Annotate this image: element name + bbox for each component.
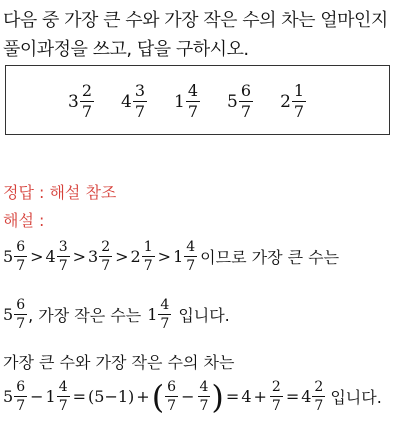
equals-sign: = [285,387,300,406]
gt-sign: > [72,247,87,266]
denominator: 7 [16,316,26,332]
denominator: 7 [16,398,26,414]
whole-part: 5 [3,305,14,324]
equals-sign: = [72,387,87,406]
fraction [186,83,200,120]
denominator: 7 [271,398,281,414]
mixed-number [121,83,148,120]
fraction [184,240,197,273]
gt-sign: > [157,247,172,266]
whole-part: 1 [174,91,185,112]
denominator: 7 [167,398,177,414]
fraction [312,380,325,413]
fraction [239,83,253,120]
fraction [57,380,70,413]
denominator: 7 [160,316,170,332]
numerator: 6 [16,297,26,313]
whole-part: 3 [68,91,79,112]
difference-equation [3,377,382,416]
whole-part: 1 [173,247,184,266]
fraction [198,380,211,413]
denominator: 7 [186,258,196,274]
numerator: 4 [187,81,199,100]
equals-sign: = [225,387,240,406]
numerator: 6 [16,379,26,395]
mixed-number [227,83,254,120]
numbers-box [5,65,390,135]
fraction-bar [158,314,171,315]
fraction [165,380,178,413]
comparison-tail-text: 이므로 가장 큰 수는 [200,248,340,267]
numerator: 6 [167,379,177,395]
numerator: 3 [134,81,146,100]
denominator: 7 [58,258,68,274]
fraction-bar [165,396,178,397]
explanation-label: 해설 : [3,211,45,230]
smallest-text: , 가장 작은 수는 [28,306,142,325]
numerator: 2 [81,81,93,100]
fraction [80,83,94,120]
numbers-row [68,83,307,120]
mixed-number [174,83,201,120]
numerator: 1 [293,81,305,100]
fraction-bar [198,396,211,397]
denominator: 7 [101,258,111,274]
largest-smallest-line [3,298,230,331]
fraction [14,240,27,273]
fraction [142,240,155,273]
fraction-bar [184,256,197,257]
denominator: 7 [240,102,252,121]
fraction [99,240,112,273]
fraction [292,83,306,120]
four: 4 [241,387,252,406]
answer-label: 정답 : 해설 참조 [3,183,117,202]
fraction [57,240,70,273]
numerator: 3 [58,239,68,255]
numerator: 1 [143,239,153,255]
numerator: 4 [160,297,170,313]
fraction-bar [142,256,155,257]
whole-part: 4 [121,91,132,112]
fraction [158,298,171,331]
denominator: 7 [293,102,305,121]
difference-label: 가장 큰 수와 가장 작은 수의 차는 [3,353,235,372]
fraction-bar [14,314,27,315]
whole-part: 1 [45,387,56,406]
denominator: 7 [187,102,199,121]
numerator: 4 [199,379,209,395]
question-line-1: 다음 중 가장 큰 수와 가장 작은 수의 차는 얼마인지 [3,10,388,31]
fraction-bar [14,256,27,257]
fraction [133,83,147,120]
fraction-bar [14,396,27,397]
question-line-2: 풀이과정을 쓰고, 답을 구하시오. [3,39,249,60]
whole-part: 4 [301,387,312,406]
numerator: 2 [314,379,324,395]
denominator: 7 [134,102,146,121]
fraction [14,380,27,413]
right-paren: ) [211,377,224,416]
whole-part: 2 [280,91,291,112]
comparison-line [3,240,339,273]
plus-sign: + [136,387,150,406]
fraction-bar [270,396,283,397]
minus-sign: − [181,387,195,406]
whole-part: 4 [45,247,56,266]
fraction [14,298,27,331]
whole-difference: (5−1) [88,387,135,406]
whole-part: 5 [3,387,14,406]
denominator: 7 [314,398,324,414]
numerator: 4 [58,379,68,395]
denominator: 7 [16,258,26,274]
numerator: 4 [186,239,196,255]
whole-part: 3 [88,247,99,266]
fraction-bar [57,256,70,257]
denominator: 7 [143,258,153,274]
mixed-number [280,83,307,120]
denominator: 7 [58,398,68,414]
gt-sign: > [115,247,129,266]
plus-sign: + [253,387,267,406]
numerator: 6 [16,239,26,255]
numerator: 2 [101,239,111,255]
numerator: 6 [240,81,252,100]
denominator: 7 [81,102,93,121]
fraction-bar [312,396,325,397]
fraction-bar [57,396,70,397]
whole-part: 5 [3,247,14,266]
gt-sign: > [30,247,44,266]
fraction [270,380,283,413]
final-tail-text: 입니다. [330,388,382,407]
mixed-number [68,83,95,120]
whole-part: 5 [227,91,238,112]
numerator: 2 [271,379,281,395]
whole-part: 1 [147,305,158,324]
left-paren: ( [151,377,165,416]
fraction-bar [99,256,112,257]
denominator: 7 [199,398,209,414]
minus-sign: − [30,387,44,406]
smallest-tail-text: 입니다. [178,306,230,325]
whole-part: 2 [130,247,141,266]
